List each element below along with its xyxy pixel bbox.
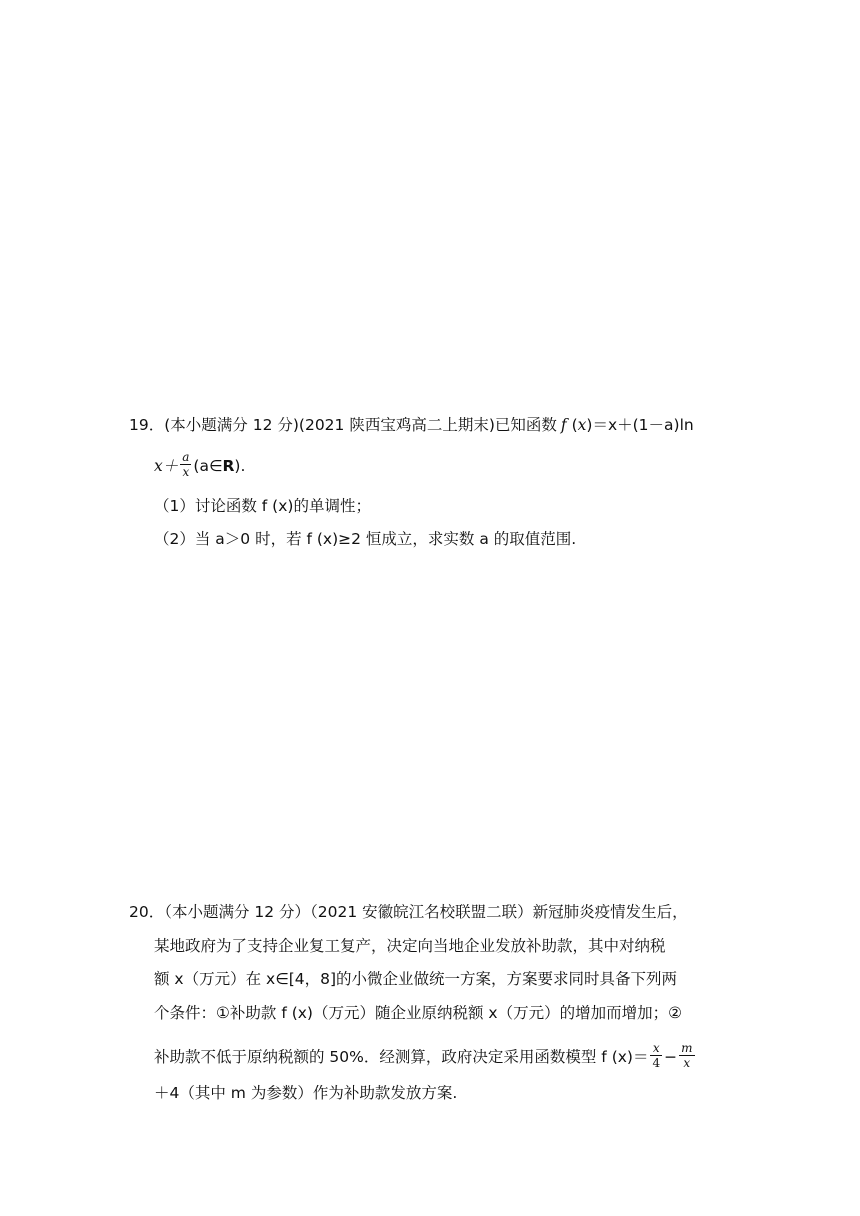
sub-question-1: （1）讨论函数 f (x)的单调性；: [154, 497, 371, 515]
fraction-numerator: a: [182, 450, 190, 464]
problem-20-text-1: （本小题满分 12 分）（2021 安徽皖江名校联盟二联）新冠肺炎疫情发生后，: [164, 903, 688, 921]
problem-header: (本小题满分 12 分)(2021 陕西宝鸡高二上期末)已知函数: [164, 416, 557, 434]
formula-tail: ＝x＋(1－a)ln: [592, 416, 694, 434]
fraction-denominator: x: [182, 465, 190, 479]
function-name: f: [560, 416, 567, 434]
problem-20-text-5: 补助款不低于原纳税额的 50%．经测算，政府决定采用函数模型 f (x)＝: [154, 1048, 649, 1066]
fraction-a-over-x: [180, 450, 191, 479]
line2-var: x＋: [154, 457, 179, 475]
sub-question-2: （2）当 a＞0 时，若 f (x)≥2 恒成立，求实数 a 的取值范围.: [154, 530, 577, 548]
fraction-m-over-x: [679, 1041, 694, 1070]
problem-20-line-6: ＋4（其中 m 为参数）作为补助款发放方案.: [154, 1084, 458, 1102]
fraction-denominator: 4: [652, 1056, 661, 1070]
problem-number: 19．: [129, 416, 165, 434]
problem-20-line-3: 额 x（万元）在 x∈[4，8]的小微企业做统一方案，方案要求同时具备下列两: [154, 970, 678, 988]
problem-19-line-2: [154, 452, 245, 481]
problem-19-line-1: [129, 415, 694, 435]
fraction-numerator: m: [681, 1041, 693, 1055]
problem-20-line-1: [129, 902, 688, 922]
problem-20-line-4: 个条件：①补助款 f (x)（万元）随企业原纳税额 x（万元）的增加而增加；②: [154, 1004, 682, 1022]
problem-20-line-5: [154, 1043, 697, 1072]
real-set-symbol: R: [222, 457, 235, 475]
problem-20-line-2: 某地政府为了支持企业复工复产，决定向当地企业发放补助款，其中对纳税: [154, 937, 666, 955]
problem-number: 20．: [129, 903, 165, 921]
fraction-numerator: x: [650, 1041, 662, 1056]
fraction-x-over-4: [650, 1041, 662, 1070]
minus-sign: −: [664, 1048, 678, 1066]
fraction-denominator: x: [683, 1056, 691, 1070]
line2-tail-a: (a∈: [193, 457, 223, 475]
line2-tail-b: ).: [234, 457, 246, 475]
function-arg: (x): [571, 416, 593, 434]
